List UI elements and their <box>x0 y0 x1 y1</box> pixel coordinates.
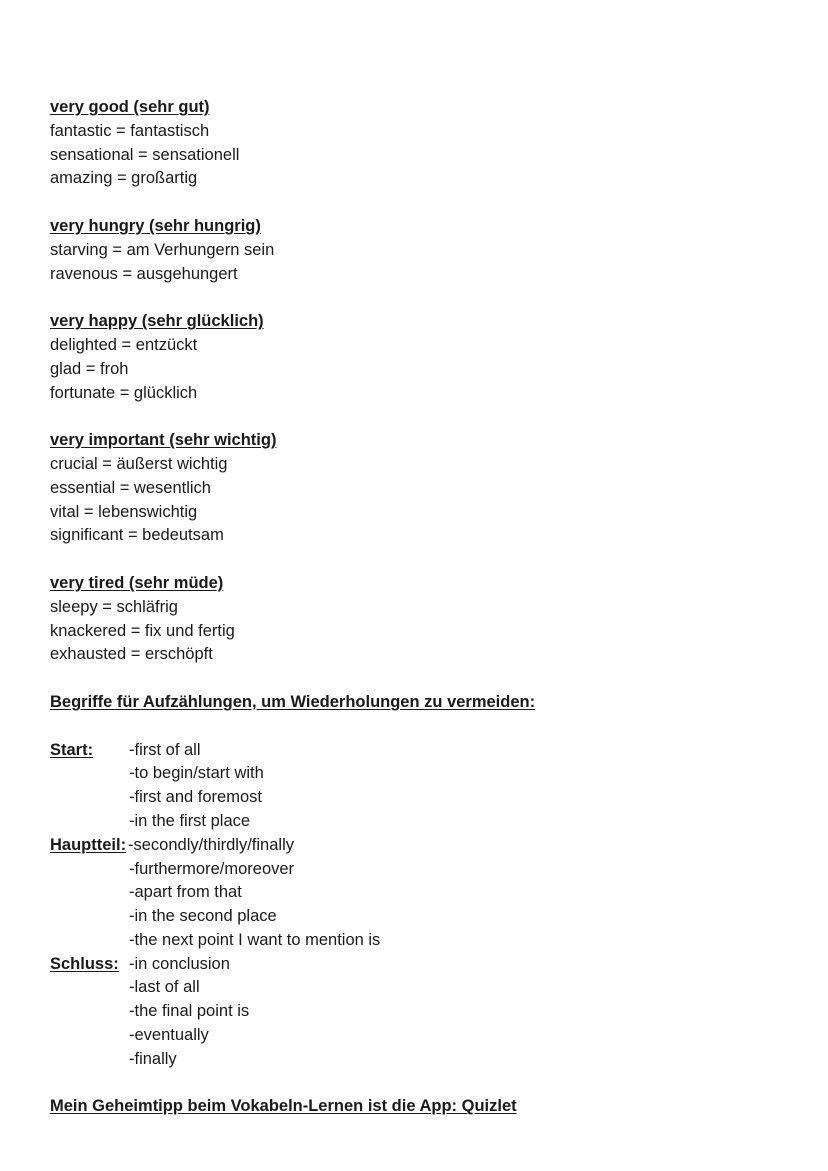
vocab-heading: very happy (sehr glücklich) <box>50 312 264 331</box>
enumeration-item: -the next point I want to mention is <box>129 930 381 949</box>
enumeration-item: -apart from that <box>129 883 242 902</box>
vocab-heading: very important (sehr wichtig) <box>50 431 277 450</box>
spacer <box>50 191 790 215</box>
spacer <box>50 667 790 691</box>
vocab-entry: crucial = äußerst wichtig <box>50 454 228 473</box>
enumeration-item: -to begin/start with <box>129 764 264 783</box>
enumeration-heading: Begriffe für Aufzählungen, um Wiederholungen zu vermeiden: <box>50 692 536 711</box>
enumeration-item: -eventually <box>129 1026 209 1045</box>
footer-tip: Mein Geheimtipp beim Vokabeln-Lernen ist die App: Quizlet <box>50 1097 517 1116</box>
section-label-start: Start: <box>50 740 94 759</box>
vocab-entry: exhausted = erschöpft <box>50 645 213 664</box>
vocab-entry: essential = wesentlich <box>50 478 211 497</box>
vocab-group <box>50 429 790 548</box>
vocab-entry: starving = am Verhungern sein <box>50 240 275 259</box>
document-page <box>50 96 790 1119</box>
vocab-heading: very good (sehr gut) <box>50 98 210 116</box>
vocab-entry: delighted = entzückt <box>50 335 198 354</box>
section-label-schluss: Schluss: <box>50 954 119 973</box>
spacer <box>50 1072 790 1096</box>
enumeration-item: -first of all <box>129 740 201 759</box>
enumeration-item: -first and foremost <box>129 788 262 807</box>
enumeration-item: -in the second place <box>129 907 277 926</box>
enumeration-item: -in conclusion <box>129 954 230 973</box>
spacer <box>50 405 790 429</box>
spacer <box>50 548 790 572</box>
vocab-group <box>50 572 790 667</box>
section-label-hauptteil: Hauptteil: <box>50 835 127 854</box>
vocab-entry: ravenous = ausgehungert <box>50 264 238 283</box>
enumeration-item: -in the first place <box>129 811 251 830</box>
vocab-entry: amazing = großartig <box>50 169 198 188</box>
enumeration-section-start <box>50 739 790 834</box>
vocab-entry: vital = lebenswichtig <box>50 502 198 521</box>
vocab-entry: sensational = sensationell <box>50 145 240 164</box>
vocab-entry: sleepy = schläfrig <box>50 597 178 616</box>
vocab-group <box>50 310 790 405</box>
vocab-entry: glad = froh <box>50 359 129 378</box>
enumeration-section-hauptteil <box>50 834 790 953</box>
vocab-entry: significant = bedeutsam <box>50 526 224 545</box>
enumeration-item: -secondly/thirdly/finally <box>128 835 294 854</box>
vocab-entry: knackered = fix und fertig <box>50 621 235 640</box>
spacer <box>50 286 790 310</box>
spacer <box>50 715 790 739</box>
vocab-group <box>50 215 790 286</box>
enumeration-item: -furthermore/moreover <box>129 859 295 878</box>
vocab-heading: very hungry (sehr hungrig) <box>50 216 261 235</box>
enumeration-item: -finally <box>129 1049 177 1068</box>
enumeration-item: -the final point is <box>129 1002 250 1021</box>
vocab-entry: fantastic = fantastisch <box>50 121 210 140</box>
vocab-entry: fortunate = glücklich <box>50 383 198 402</box>
vocab-group <box>50 96 790 191</box>
enumeration-item: -last of all <box>129 978 200 997</box>
enumeration-section-schluss <box>50 953 790 1072</box>
vocab-heading: very tired (sehr müde) <box>50 573 224 592</box>
